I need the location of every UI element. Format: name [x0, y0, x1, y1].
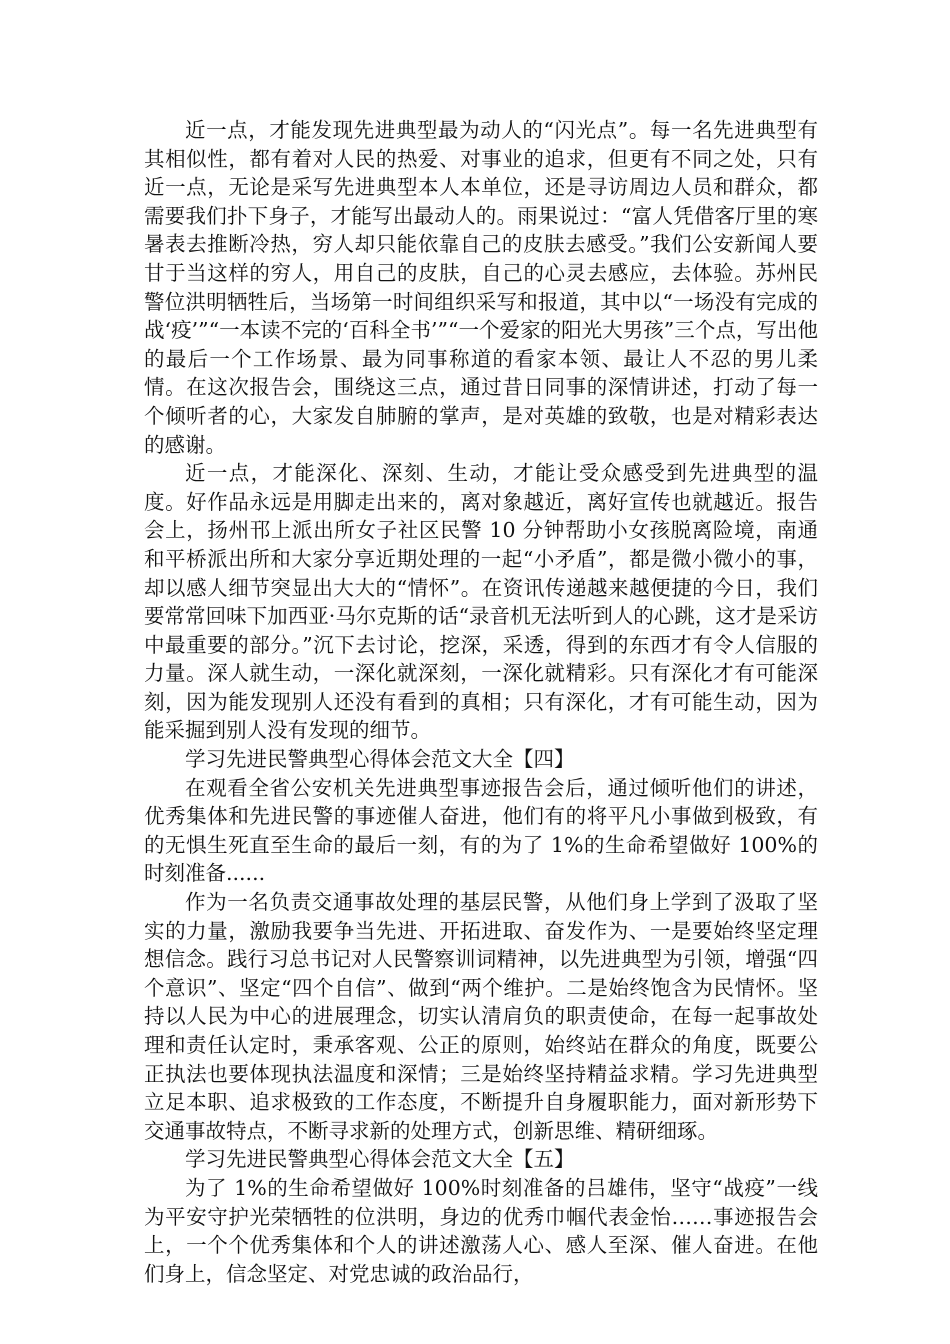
body-paragraph: 为了 1%的生命希望做好 100%时刻准备的吕雄伟，坚守“战疫”一线为平安守护光荣牺牲的位洪明，身边的优秀巾帼代表金怡……事迹报告会上，一个个优秀集体和个人的讲述激荡人心、感人至深、催人奋进。在他们身上，信念坚定、对党忠诚的政治品行，	[144, 1175, 818, 1286]
body-paragraph: 在观看全省公安机关先进典型事迹报告会后，通过倾听他们的讲述，优秀集体和先进民警的事迹催人奋进，他们有的将平凡小事做到极致，有的无惧生死直至生命的最后一刻，有的为了 1%的生命希望做好 100%的时刻准备......	[144, 775, 818, 886]
document-page	[144, 116, 818, 1288]
body-paragraph: 近一点，才能发现先进典型最为动人的“闪光点”。每一名先进典型有其相似性，都有着对人民的热爱、对事业的追求，但更有不同之处，只有近一点，无论是采写先进典型本人本单位，还是寻访周边人员和群众，都需要我们扑下身子，才能写出最动人的。雨果说过：“富人凭借客厅里的寒暑表去推断冷热，穷人却只能依靠自己的皮肤去感受。”我们公安新闻人要甘于当这样的穷人，用自己的皮肤，自己的心灵去感应，去体验。苏州民警位洪明牺牲后，当场第一时间组织采写和报道，其中以“一场没有完成的战‘疫’”“一本读不完的‘百科全书’”“一个爱家的阳光大男孩”三个点，写出他的最后一个工作场景、最为同事称道的看家本领、最让人不忍的男儿柔情。在这次报告会，围绕这三点，通过昔日同事的深情讲述，打动了每一个倾听者的心，大家发自肺腑的掌声，是对英雄的致敬，也是对精彩表达的感谢。	[144, 118, 818, 457]
section-heading: 学习先进民警典型心得体会范文大全【四】	[185, 747, 575, 772]
section-heading: 学习先进民警典型心得体会范文大全【五】	[185, 1147, 575, 1172]
body-paragraph: 近一点，才能深化、深刻、生动，才能让受众感受到先进典型的温度。好作品永远是用脚走出来的，离对象越近，离好宣传也就越近。报告会上，扬州邗上派出所女子社区民警 10 分钟帮助小女孩脱离险境，南通和平桥派出所和大家分享近期处理的一起“小矛盾”，都是微小微小的事，却以感人细节突显出大大的“情怀”。在资讯传递越来越便捷的今日，我们要常常回味下加西亚·马尔克斯的话“录音机无法听到人的心跳，这才是采访中最重要的部分。”沉下去讨论，挖深，采透，得到的东西才有令人信服的力量。深人就生动，一深化就深刻，一深化就精彩。只有深化才有可能深刻，因为能发现别人还没有看到的真相；只有深化，才有可能生动，因为能采掘到别人没有发现的细节。	[144, 461, 818, 743]
body-paragraph: 作为一名负责交通事故处理的基层民警，从他们身上学到了汲取了坚实的力量，激励我要争当先进、开拓进取、奋发作为、一是要始终坚定理想信念。践行习总书记对人民警察训词精神，以先进典型为引领，增强“四个意识”、坚定“四个自信”、做到“两个维护。二是始终饱含为民情怀。坚持以人民为中心的进展理念，切实认清肩负的职责使命，在每一起事故处理和责任认定时，秉承客观、公正的原则，始终站在群众的角度，既要公正执法也要体现执法温度和深情；三是始终坚持精益求精。学习先进典型立足本职、追求极致的工作态度，不断提升自身履职能力，面对新形势下交通事故特点，不断寻求新的处理方式，创新思维、精研细琢。	[144, 890, 818, 1143]
